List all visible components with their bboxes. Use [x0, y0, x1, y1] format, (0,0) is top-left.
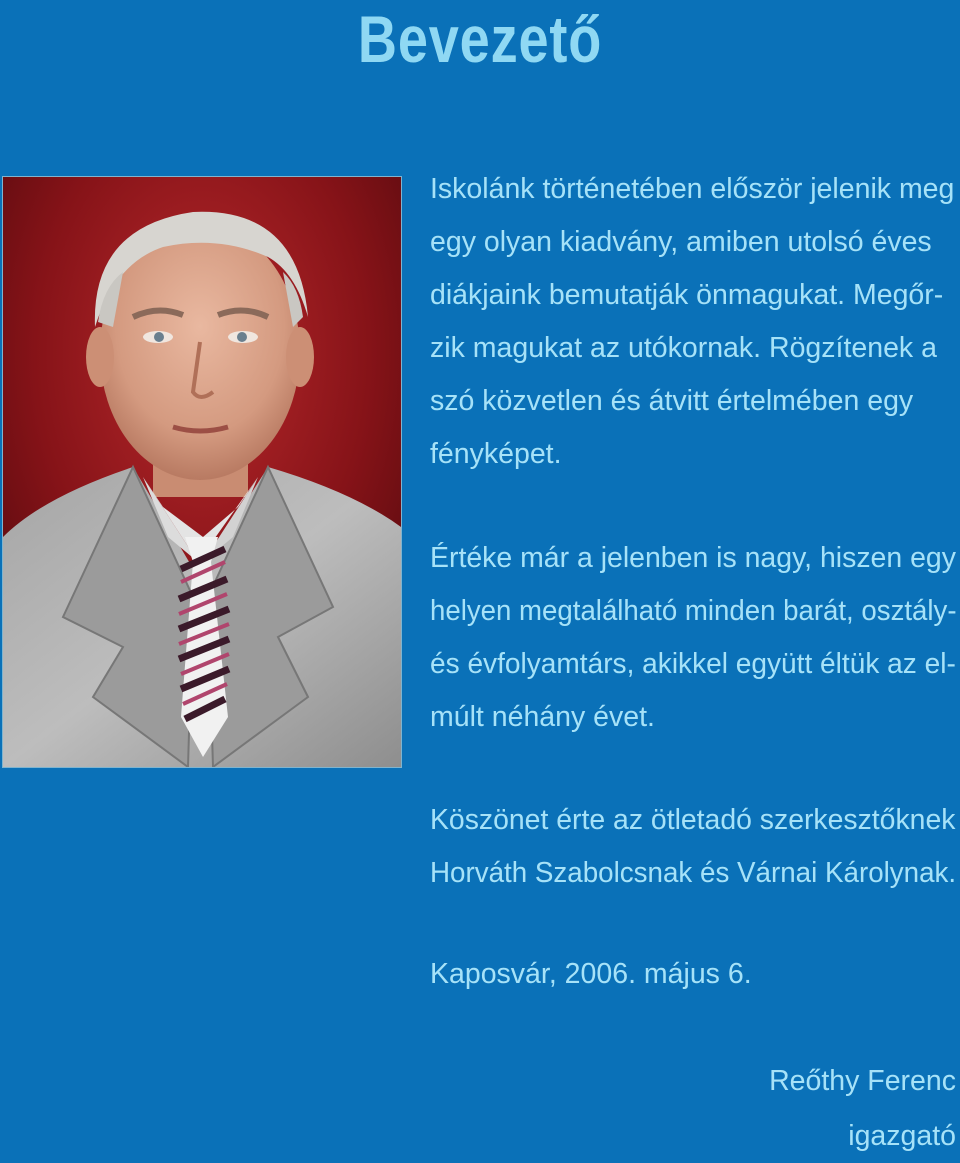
- paragraph-line: helyen megtalálható minden barát, osztály-: [430, 595, 957, 627]
- paragraph-line: egy olyan kiadvány, amiben utolsó éves: [430, 226, 932, 258]
- portrait-illustration: [3, 177, 401, 767]
- intro-paragraph-1: [430, 163, 954, 481]
- paragraph-line: zik magukat az utókornak. Rögzítenek a: [430, 332, 937, 364]
- paragraph-line: fényképet.: [430, 438, 562, 470]
- signature-role: igazgató: [848, 1120, 956, 1152]
- place-date: Kaposvár, 2006. május 6.: [430, 958, 752, 990]
- intro-paragraph-2: [430, 532, 960, 744]
- page-title: Bevezető: [357, 2, 603, 76]
- paragraph-line: Értéke már a jelenben is nagy, hiszen egy: [430, 542, 956, 574]
- portrait-photo: [2, 176, 402, 768]
- paragraph-line: múlt néhány évet.: [430, 701, 655, 733]
- paragraph-line: Köszönet érte az ötletadó szerkesztőknek: [430, 804, 956, 836]
- paragraph-line: diákjaink bemutatják önmagukat. Megőr-: [430, 279, 944, 311]
- paragraph-line: szó közvetlen és átvitt értelmében egy: [430, 385, 914, 417]
- thanks-paragraph: [430, 794, 960, 900]
- signature-name: Reőthy Ferenc: [769, 1065, 956, 1097]
- paragraph-line: Iskolánk történetében először jelenik meg: [430, 173, 955, 205]
- paragraph-line: és évfolyamtárs, akikkel együtt éltük az el-: [430, 648, 956, 680]
- paragraph-line: Horváth Szabolcsnak és Várnai Károlynak.: [430, 857, 957, 889]
